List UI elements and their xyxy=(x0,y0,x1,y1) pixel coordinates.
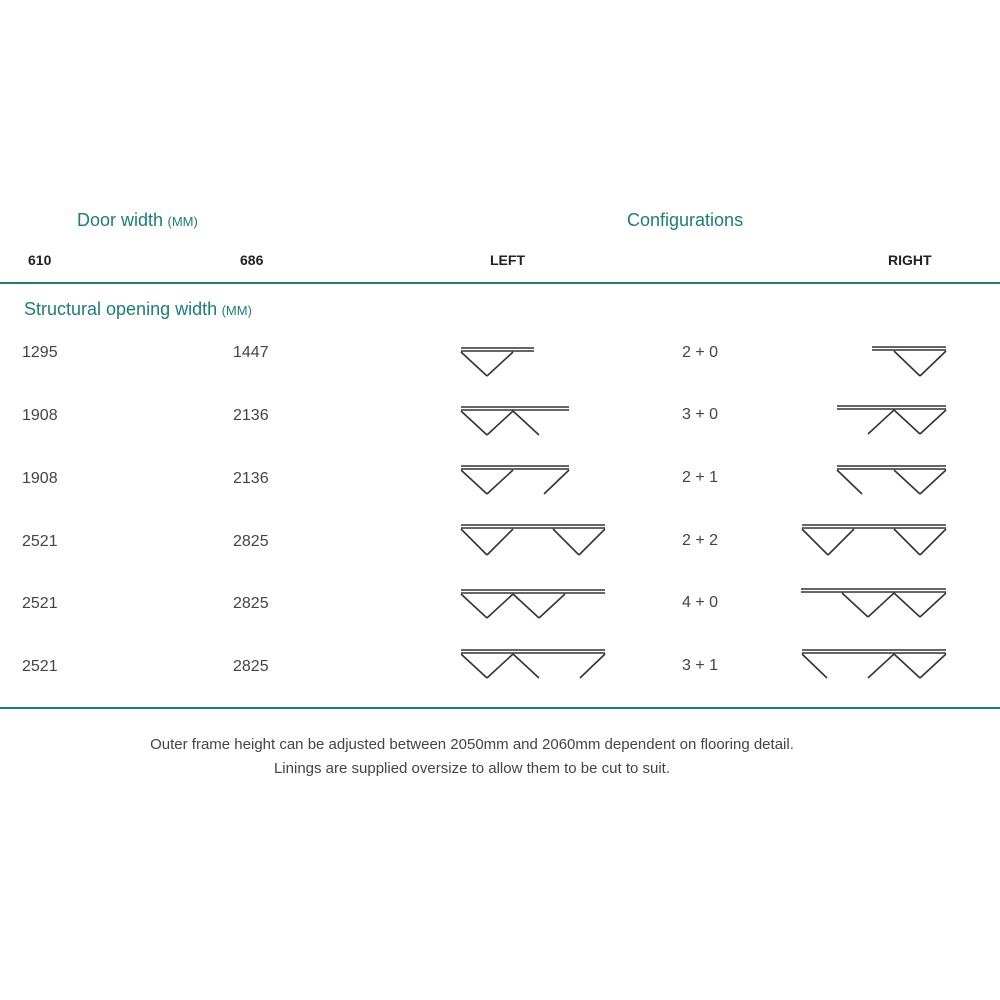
row-6-right-fold-diagram xyxy=(0,0,1,1)
note-frame-height: Outer frame height can be adjusted between 2050mm and 2060mm dependent on flooring detail. xyxy=(150,736,794,753)
row-3-width-686: 2136 xyxy=(233,470,269,487)
table-bottom-divider xyxy=(0,707,1000,709)
row-2-config: 3 + 0 xyxy=(682,406,719,423)
structural-opening-heading xyxy=(24,299,252,320)
door-width-unit: (MM) xyxy=(167,214,198,229)
row-4-width-610: 2521 xyxy=(22,533,58,550)
row-5-width-610: 2521 xyxy=(22,595,58,612)
door-width-title: Door width xyxy=(77,210,164,230)
door-width-heading xyxy=(77,210,198,231)
row-3-config: 2 + 1 xyxy=(682,469,719,486)
column-header-left: LEFT xyxy=(490,252,525,268)
row-2-width-686: 2136 xyxy=(233,407,269,424)
row-5-width-686: 2825 xyxy=(233,595,269,612)
row-6-config: 3 + 1 xyxy=(682,657,719,674)
row-3-width-610: 1908 xyxy=(22,470,58,487)
column-header-610: 610 xyxy=(28,252,52,268)
row-1-width-610: 1295 xyxy=(22,344,58,361)
row-5-config: 4 + 0 xyxy=(682,594,719,611)
structural-opening-unit: (MM) xyxy=(221,303,252,318)
note-linings: Linings are supplied oversize to allow them to be cut to suit. xyxy=(273,760,671,777)
column-header-686: 686 xyxy=(240,252,264,268)
header-divider xyxy=(0,282,1000,284)
column-header-right: RIGHT xyxy=(888,252,932,268)
structural-opening-title: Structural opening width xyxy=(24,299,218,319)
row-1-width-686: 1447 xyxy=(233,344,269,361)
row-6-width-686: 2825 xyxy=(233,658,269,675)
row-4-width-686: 2825 xyxy=(233,533,269,550)
row-6-width-610: 2521 xyxy=(22,658,58,675)
row-2-width-610: 1908 xyxy=(22,407,58,424)
configurations-heading: Configurations xyxy=(627,210,744,230)
row-1-config: 2 + 0 xyxy=(682,344,719,361)
row-4-config: 2 + 2 xyxy=(682,532,719,549)
